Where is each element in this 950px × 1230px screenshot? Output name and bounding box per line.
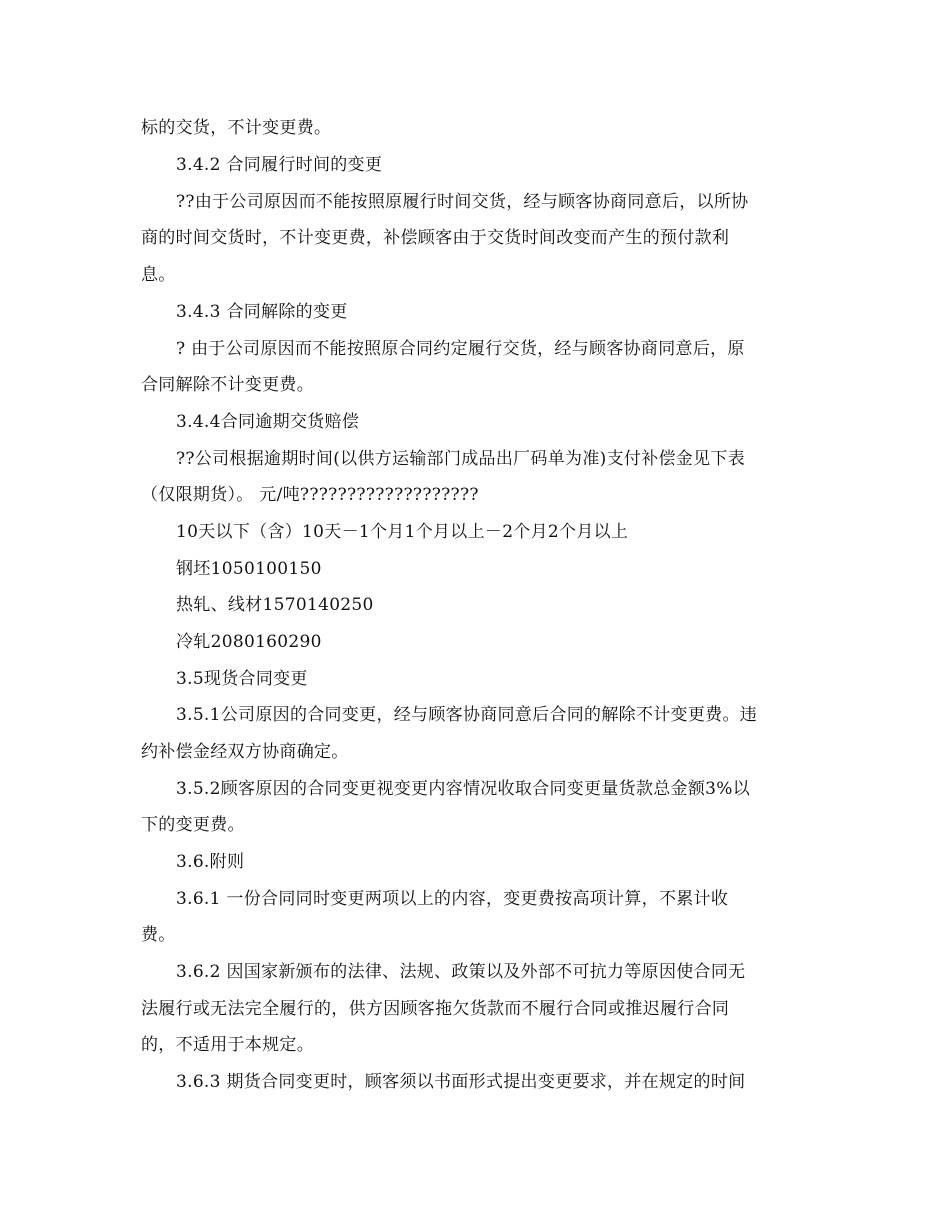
- text-line: 商的时间交货时，不计变更费，补偿顾客由于交货时间改变而产生的预付款利: [141, 228, 730, 248]
- text-line: 3.6.3 期货合同变更时，顾客须以书面形式提出变更要求，并在规定的时间: [176, 1072, 746, 1092]
- table-row: 冷轧2080160290: [176, 632, 322, 652]
- text-line: 息。: [141, 265, 176, 285]
- text-line: ? 由于公司原因而不能按照原合同约定履行交货，经与顾客协商同意后，原: [176, 339, 745, 359]
- text-line: 费。: [141, 925, 176, 945]
- text-line: ??公司根据逾期时间(以供方运输部门成品出厂码单为准)支付补偿金见下表: [176, 449, 745, 469]
- section-heading: 3.4.2 合同履行时间的变更: [176, 155, 383, 175]
- text-line: 3.6.1 一份合同同时变更两项以上的内容，变更费按高项计算，不累计收: [176, 889, 729, 909]
- text-line: （仅限期货）。 元/吨???????????????????: [141, 485, 479, 505]
- text-line: 约补偿金经双方协商确定。: [141, 742, 349, 762]
- table-header-row: 10天以下（含）10天－1个月1个月以上－2个月2个月以上: [176, 522, 629, 542]
- text-line: 标的交货，不计变更费。: [141, 118, 332, 138]
- text-line: 的，不适用于本规定。: [141, 1035, 314, 1055]
- table-row: 热轧、线材1570140250: [176, 595, 374, 615]
- text-line: ??由于公司原因而不能按照原履行时间交货，经与顾客协商同意后，以所协: [176, 192, 749, 212]
- section-heading: 3.4.3 合同解除的变更: [176, 302, 348, 322]
- text-line: 法履行或无法完全履行的，供方因顾客拖欠货款而不履行合同或推迟履行合同: [141, 999, 730, 1019]
- text-line: 3.5.1公司原因的合同变更，经与顾客协商同意后合同的解除不计变更费。违: [176, 705, 758, 725]
- section-heading: 3.6.附则: [176, 852, 245, 872]
- section-heading: 3.4.4合同逾期交货赔偿: [176, 412, 360, 432]
- text-line: 3.5.2顾客原因的合同变更视变更内容情况收取合同变更量货款总金额3%以: [176, 779, 751, 799]
- text-line: 合同解除不计变更费。: [141, 375, 314, 395]
- section-heading: 3.5现货合同变更: [176, 669, 308, 689]
- text-line: 3.6.2 因国家新颁布的法律、法规、政策以及外部不可抗力等原因使合同无: [176, 962, 746, 982]
- text-line: 下的变更费。: [141, 815, 245, 835]
- table-row: 钢坯1050100150: [176, 559, 322, 579]
